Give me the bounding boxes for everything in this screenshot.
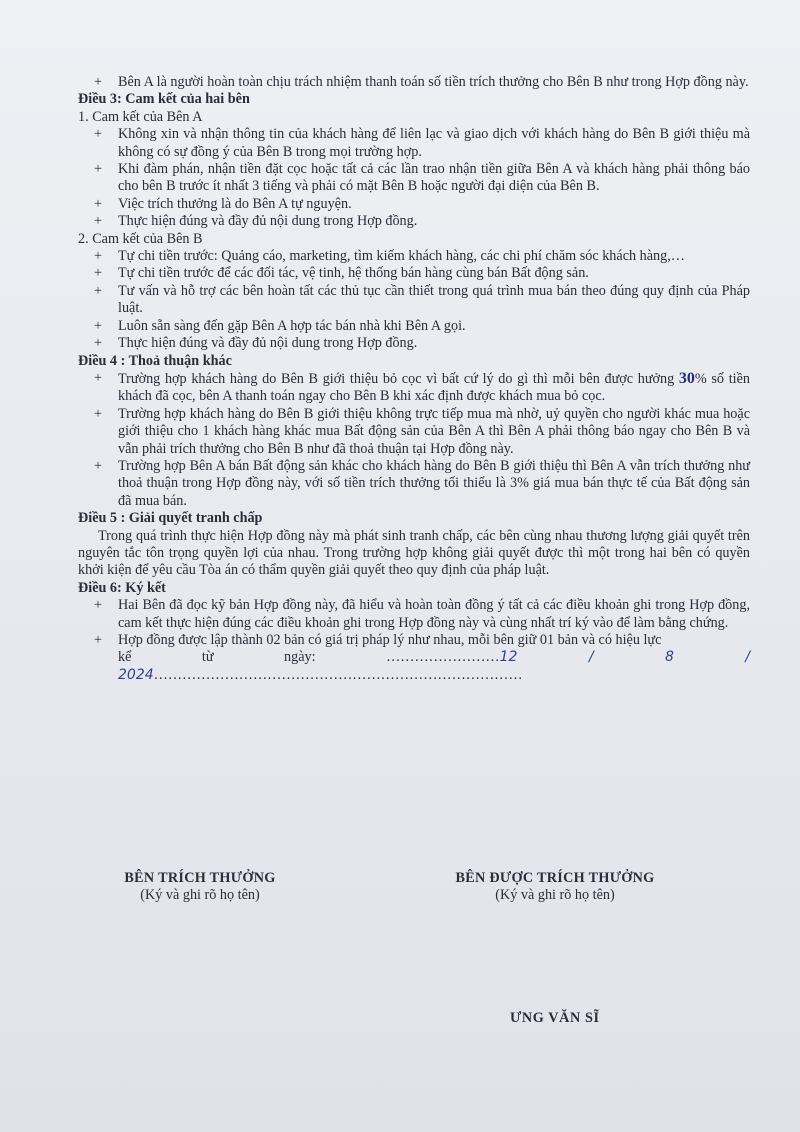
- plus-bullet-icon: +: [94, 632, 103, 648]
- text-fragment: % số tiền khách đã cọc, bên A thanh toán ngay cho Bên B khi xác định được khách mua bỏ cọc.: [118, 370, 750, 405]
- list-item-text: Hai Bên đã đọc kỹ bản Hợp đồng này, đã hiểu và hoàn toàn đồng ý tất cả các điều khoản ghi trong Hợp đồng, cam kết thực hiện đúng các điều khoản ghi trong Hợp đồng này và cùng nhất trí ký vào để làm bằng chứng.: [118, 597, 750, 631]
- list-item-text: Trường hợp khách hàng do Bên B giới thiệu không trực tiếp mua mà nhờ, uỷ quyền cho người khác mua hoặc giới thiệu cho 1 khách hàng khác mua Bất động sản của Bên A thì Bên A phải thông báo ngay cho Bên B và vẫn phải trích thưởng cho Bên B như đã thoả thuận tại Hợp đồng này.: [118, 405, 750, 457]
- signature-block: [0, 870, 800, 950]
- handwritten-percent: 30: [678, 369, 695, 387]
- plus-bullet-icon: +: [94, 265, 103, 282]
- plus-bullet-icon: +: [94, 369, 103, 386]
- list-item: [78, 370, 750, 406]
- list-item-text: Thực hiện đúng và đầy đủ nội dung trong Hợp đồng.: [118, 335, 418, 352]
- plus-bullet-icon: +: [94, 457, 103, 474]
- list-item-text: [118, 632, 750, 684]
- article-6-heading: Điều 6: Ký kết: [78, 579, 166, 596]
- list-item-text: Việc trích thưởng là do Bên A tự nguyện.: [118, 195, 352, 212]
- list-item: [78, 265, 750, 282]
- plus-bullet-icon: +: [94, 282, 103, 299]
- list-item: [78, 283, 750, 318]
- list-item-text: Luôn sẵn sàng đến gặp Bên A hợp tác bán nhà khi Bên A gọi.: [118, 317, 466, 334]
- text-fragment: Trường hợp khách hàng do Bên B giới thiệu bỏ cọc vì bất cứ lý do gì thì mỗi bên được hưởng: [118, 370, 679, 387]
- list-item: [78, 196, 750, 213]
- list-item-text: Không xin và nhận thông tin của khách hàng để liên lạc và giao dịch với khách hàng do Bên B giới thiệu mà không có sự đồng ý của Bên B trong mọi trường hợp.: [118, 126, 750, 160]
- dotted-leader: ……………………: [386, 649, 500, 666]
- list-item-text: Trường hợp Bên A bán Bất động sản khác cho khách hàng do Bên B giới thiệu thì Bên A vẫn trích thưởng như thoả thuận trong Hợp đồng này, với số tiền trích thưởng tối thiểu là 3% giá mua bán thực tế của Bất động sản đã mua bán.: [118, 457, 750, 509]
- list-item: [78, 248, 750, 265]
- list-item-text: Thực hiện đúng và đầy đủ nội dung trong Hợp đồng.: [118, 213, 418, 230]
- list-item-text: [118, 370, 750, 406]
- signature-left-note: (Ký và ghi rõ họ tên): [140, 887, 260, 903]
- plus-bullet-icon: +: [94, 213, 103, 230]
- list-item: [78, 458, 750, 510]
- effective-date-label: kể từ ngày:: [118, 649, 387, 666]
- signer-name: ƯNG VĂN SĨ: [510, 1010, 600, 1026]
- text-fragment: Hợp đồng được lập thành 02 bản có giá trị pháp lý như nhau, mỗi bên giữ 01 bản và có hiệu lực: [118, 632, 662, 648]
- signature-left: [100, 870, 300, 904]
- plus-bullet-icon: +: [94, 597, 103, 614]
- commitment-b-title: 2. Cam kết của Bên B: [78, 230, 203, 247]
- dotted-leader: ……………………………………………………………………: [153, 666, 523, 683]
- list-item: [78, 126, 750, 161]
- list-item: [78, 213, 750, 230]
- list-item: [78, 74, 750, 91]
- list-item-text: Tự chi tiền trước để các đối tác, vệ tinh, hệ thống bán hàng cùng bán Bất động sản.: [118, 265, 589, 282]
- plus-bullet-icon: +: [94, 126, 103, 143]
- list-item: [78, 406, 750, 458]
- list-item-text: Khi đàm phán, nhận tiền đặt cọc hoặc tất cả các lần trao nhận tiền giữa Bên A và khách hàng phải thông báo cho bên B trước ít nhất 3 tiếng và phải có mặt Bên B hoặc người đại diện của Bên B.: [118, 161, 750, 195]
- list-item: [78, 632, 750, 684]
- list-item: [78, 335, 750, 352]
- document-body: [78, 74, 750, 684]
- handwritten-date: 12 / 8 / 2024: [118, 649, 750, 683]
- signature-left-title: BÊN TRÍCH THƯỞNG: [124, 870, 276, 886]
- list-item: [78, 318, 750, 335]
- plus-bullet-icon: +: [94, 335, 103, 352]
- list-item-text: Tư vấn và hỗ trợ các bên hoàn tất các thủ tục cần thiết trong quá trình mua bán theo đúng quy định của Pháp luật.: [118, 282, 750, 317]
- article-3-heading: Điều 3: Cam kết của hai bên: [78, 91, 250, 108]
- list-item-text: Tự chi tiền trước: Quảng cáo, marketing, tìm kiếm khách hàng, các chi phí chăm sóc khách hàng,…: [118, 248, 685, 265]
- plus-bullet-icon: +: [94, 248, 103, 265]
- list-item: [78, 597, 750, 632]
- dispute-paragraph: Trong quá trình thực hiện Hợp đồng này mà phát sinh tranh chấp, các bên cùng nhau thương lượng giải quyết trên nguyên tắc tôn trọng quyền lợi của nhau. Trong trường hợp không giải quyết được thì một trong hai bên có quyền khởi kiện để yêu cầu Tòa án có thẩm quyền giải quyết theo quy định của pháp luật.: [78, 527, 750, 579]
- article-4-heading: Điều 4 : Thoả thuận khác: [78, 352, 232, 369]
- plus-bullet-icon: +: [94, 161, 103, 178]
- signature-right: [420, 870, 690, 904]
- signature-right-note: (Ký và ghi rõ họ tên): [495, 887, 615, 903]
- plus-bullet-icon: +: [94, 405, 103, 422]
- plus-bullet-icon: +: [94, 74, 103, 90]
- commitment-a-title: 1. Cam kết của Bên A: [78, 108, 203, 125]
- signature-right-title: BÊN ĐƯỢC TRÍCH THƯỞNG: [455, 870, 655, 886]
- article-5-heading: Điều 5 : Giải quyết tranh chấp: [78, 510, 263, 527]
- plus-bullet-icon: +: [94, 195, 103, 212]
- list-item: [78, 161, 750, 196]
- plus-bullet-icon: +: [94, 317, 103, 334]
- list-item-text: Bên A là người hoàn toàn chịu trách nhiệm thanh toán số tiền trích thưởng cho Bên B như trong Hợp đồng này.: [118, 74, 749, 90]
